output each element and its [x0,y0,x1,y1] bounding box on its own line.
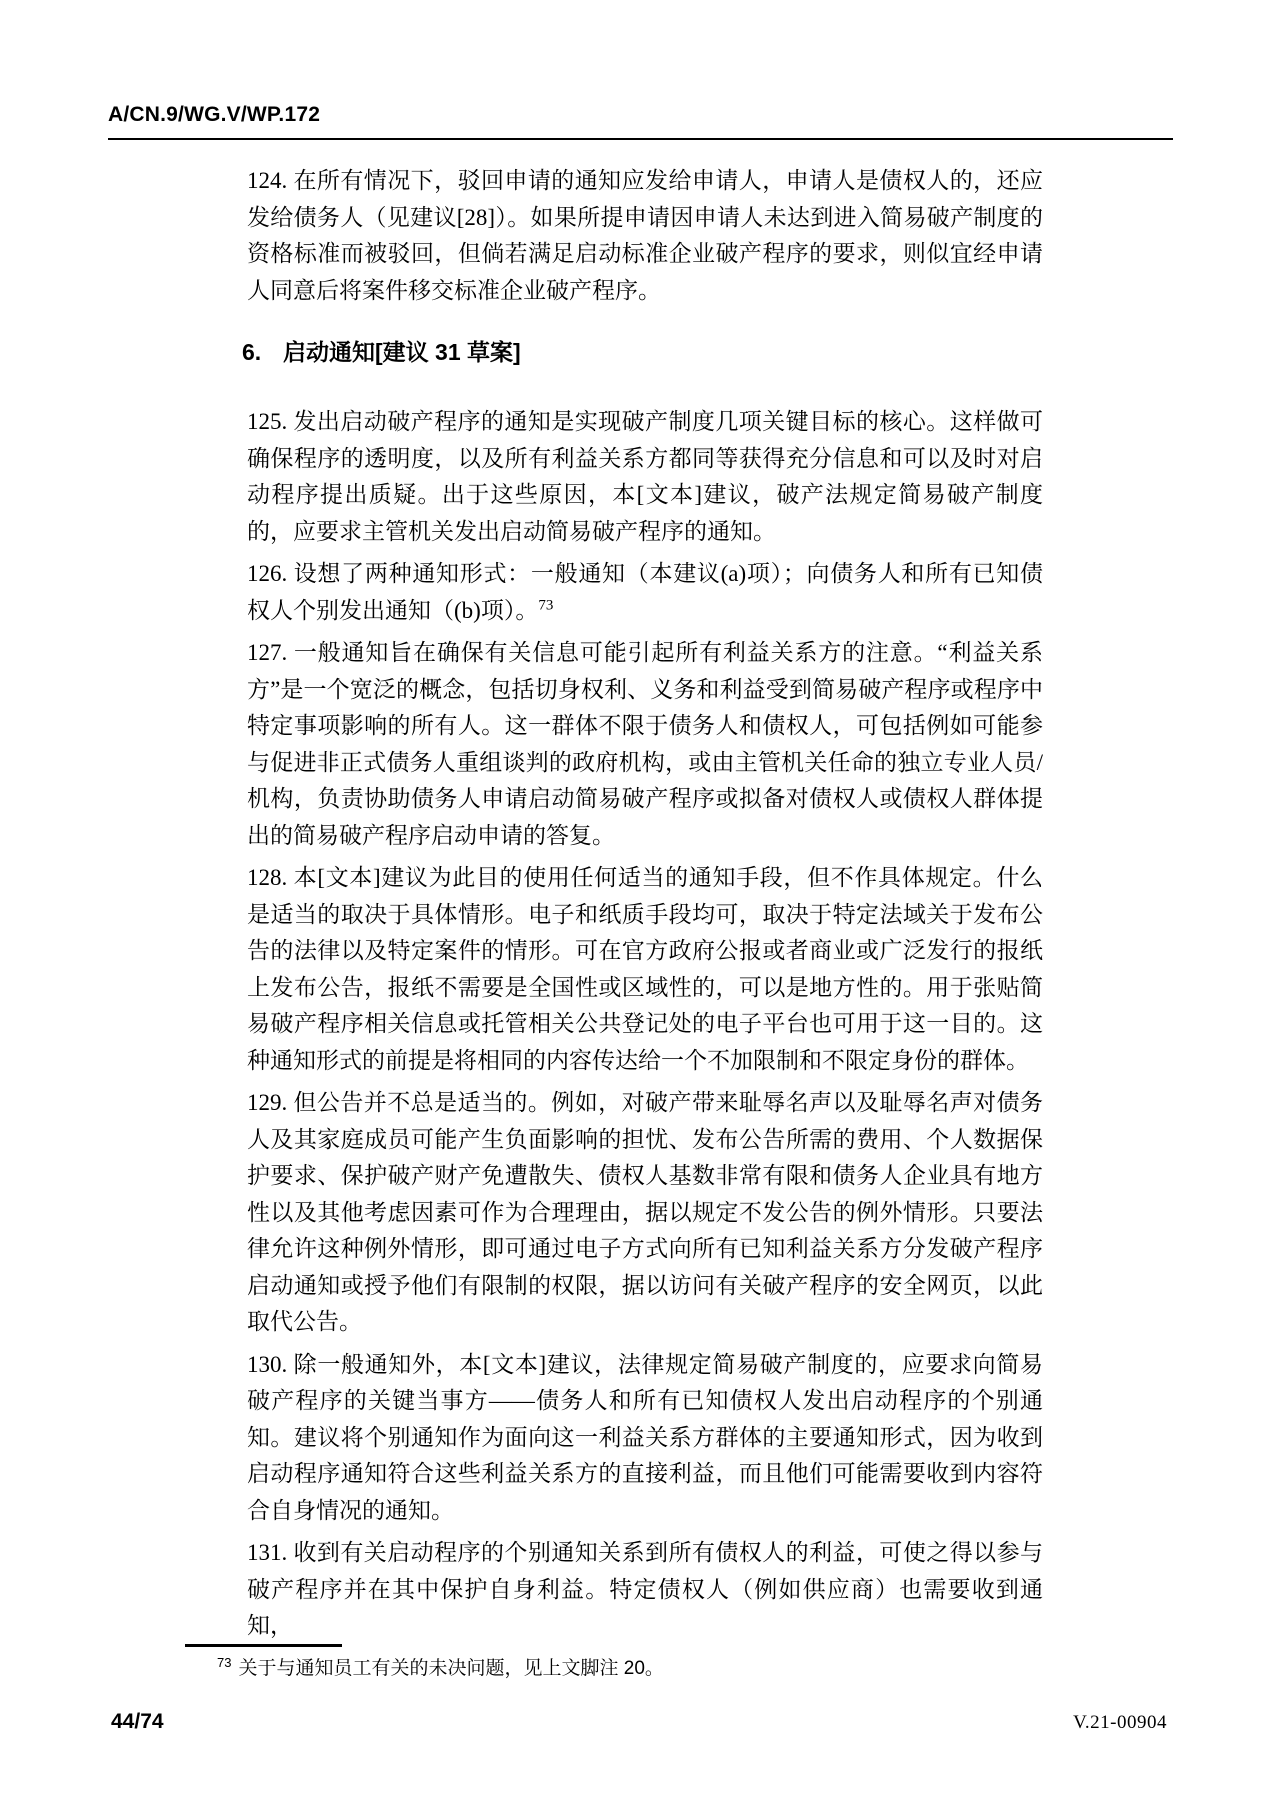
paragraph-125 [247,404,1043,550]
paragraph-text: 130. 除一般通知外，本[文本]建议，法律规定简易破产制度的，应要求向简易破产程序的关键当事方——债务人和所有已知债权人发出启动程序的个别通知。建议将个别通知作为面向这一利益关系方群体的主要通知形式，因为收到启动程序通知符合这些利益关系方的直接利益，而且他们可能需要收到内容符合自身情况的通知。 [247,1351,1043,1523]
header-rule [108,138,1173,140]
paragraph-text: 129. 但公告并不总是适当的。例如，对破产带来耻辱名声以及耻辱名声对债务人及其家庭成员可能产生负面影响的担忧、发布公告所需的费用、个人数据保护要求、保护破产财产免遭散失、债权人基数非常有限和债务人企业具有地方性以及其他考虑因素可作为合理理由，据以规定不发公告的例外情形。只要法律允许这种例外情形，即可通过电子方式向所有已知利益关系方分发破产程序启动通知或授予他们有限制的权限，据以访问有关破产程序的安全网页，以此取代公告。 [247,1090,1043,1334]
paragraph-text: 125. 发出启动破产程序的通知是实现破产制度几项关键目标的核心。这样做可确保程序的透明度，以及所有利益关系方都同等获得充分信息和可以及时对启动程序提出质疑。出于这些原因，本[文本]建议，破产法规定简易破产制度的，应要求主管机关发出启动简易破产程序的通知。 [247,409,1043,544]
paragraph-text: 128. 本[文本]建议为此目的使用任何适当的通知手段，但不作具体规定。什么是适当的取决于具体情形。电子和纸质手段均可，取决于特定法域关于发布公告的法律以及特定案件的情形。可在官方政府公报或者商业或广泛发行的报纸上发布公告，报纸不需要是全国性或区域性的，可以是地方性的。用于张贴简易破产程序相关信息或托管相关公共登记处的电子平台也可用于这一目的。这种通知形式的前提是将相同的内容传达给一个不加限制和不限定身份的群体。 [247,865,1043,1073]
section-number: 6. [242,339,262,365]
page-number: 44/74 [111,1710,164,1733]
footnote-text: 关于与通知员工有关的未决问题，见上文脚注 20。 [238,1658,664,1679]
paragraph-text: 124. 在所有情况下，驳回申请的通知应发给申请人，申请人是债权人的，还应发给债务人（见建议[28]）。如果所提申请因申请人未达到进入简易破产制度的资格标准而被驳回，但倘若满足启动标准企业破产程序的要求，则似宜经申请人同意后将案件移交标准企业破产程序。 [247,168,1043,303]
paragraph-text: 127. 一般通知旨在确保有关信息可能引起所有利益关系方的注意。“利益关系方”是一个宽泛的概念，包括切身权利、义务和利益受到简易破产程序或程序中特定事项影响的所有人。这一群体不限于债务人和债权人，可包括例如可能参与促进非正式债务人重组谈判的政府机构，或由主管机关任命的独立专业人员/机构，负责协助债务人申请启动简易破产程序或拟备对债权人或债权人群体提出的简易破产程序启动申请的答复。 [247,640,1043,848]
document-body [242,163,1043,1651]
footnote-separator [185,1644,342,1647]
paragraph-131 [247,1535,1043,1645]
footnote-73 [217,1656,1027,1681]
paragraph-text: 126. 设想了两种通知形式：一般通知（本建议(a)项）；向债务人和所有已知债权人个别发出通知（(b)项）。 [247,561,1043,623]
paragraph-126 [247,556,1043,629]
section-title: 启动通知[建议 31 草案] [283,339,521,365]
paragraph-128 [247,860,1043,1079]
footnote-marker: 73 [217,1654,232,1670]
paragraph-text: 131. 收到有关启动程序的个别通知关系到所有债权人的利益，可使之得以参与破产程序并在其中保护自身利益。特定债权人（例如供应商）也需要收到通知， [247,1540,1043,1638]
section-heading [242,334,1043,371]
paragraph-124 [247,163,1043,309]
footnote-reference-73: 73 [538,596,554,613]
document-symbol: A/CN.9/WG.V/WP.172 [108,103,321,126]
paragraph-127 [247,635,1043,854]
document-job-code: V.21-00904 [1073,1712,1167,1733]
paragraph-130 [247,1347,1043,1530]
paragraph-129 [247,1085,1043,1341]
